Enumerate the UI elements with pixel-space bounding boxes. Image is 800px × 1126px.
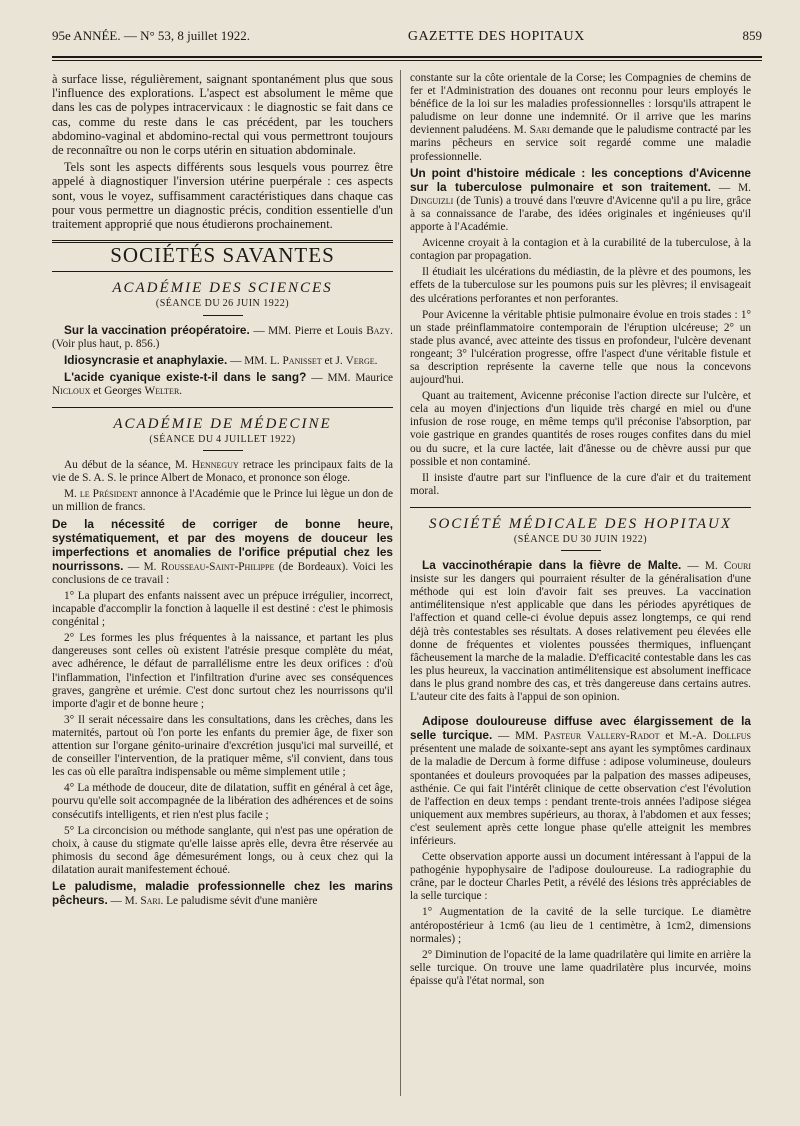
societe-item-2: 2° Diminution de l'opacité de la lame quadrilatère qui limite en arrière la selle turcique. On trouve une lame quadrilatère plus incurvée, moins épaisse qu'à l'état normal, son [410,948,751,987]
sciences-entry-3: L'acide cyanique existe-t-il dans le sang? — MM. Maurice Nicloux et Georges Welter. [52,369,393,397]
medecine-entry-1: De la nécessité de corriger de bonne heure, systématiquement, et par des moyens de douceur les imperfections et anomalies de l'orifice préputial chez les nourrissons. — M. Rousseau-Saint-Philippe (de Bordeaux). Voici les conclusions de ce travail : [52,516,394,586]
right-column [410,72,751,991]
academy-medecine-title: ACADÉMIE DE MÉDECINE [113,415,332,432]
conclusion-item-3: 3° Il serait nécessaire dans les consultations, dans les crèches, dans les maternités, partout où l'on porte les enfants du premier âge, de fixer son attention sur l'organe génito-urinaire d'excrétion jusqu'ici mal surveillé, et de conseiller l'intervention, de la pratiquer même, s'il convient, dans tous les cas où elle paraîtra indispensable ou même simplement utile ; [52,713,393,779]
medecine-entry-2: Le paludisme, maladie professionnelle chez les marins pêcheurs. — M. Sari. Le paludisme sévit d'une manière [52,878,393,908]
section-rule-bottom [52,271,393,272]
header-page-number: 859 [742,28,762,43]
minor-rule [203,450,243,451]
intro-paragraph-1: à surface lisse, régulièrement, saignant spontanément plus que sous l'influence des explorations. L'aspect est absolument le même que dans les cas de polypes intracervicaux : le diagnostic se fait dans ce cas, comme du reste dans le cas précédent, par les touchers abdomino-vaginal et abdomino-rectal qui vous permettront toujours de reconnaître ou non le corps utérin en situation abdominale. [52,72,393,158]
academy-sciences-title: ACADÉMIE DES SCIENCES [112,280,333,297]
header-issue: 95e ANNÉE. — N° 53, 8 juillet 1922. [52,28,251,43]
academy-medecine-seance: (SÉANCE DU 4 JUILLET 1922) [149,434,296,446]
societe-item-1: 1° Augmentation de la cavité de la selle turcique. Le diamètre antéropostérieur à 1cm6 (au lieu de 1 centimètre, à 1cm2, dimensions normales) ; [410,906,751,945]
sciences-entry-2: Idiosyncrasie et anaphylaxie. — MM. L. Panisset et J. Verge. [64,352,378,367]
conclusion-item-2: 2° Les formes les plus fréquentes à la naissance, et partant les plus dangereuses sont celles où existent l'atrésie presque complète du méat, avec adhérence, le défaut de parrallélisme entre les deux orifices : d'où l'inflammation, l'infection et l'infiltration d'urine avec ses conséquences graves, gangrène et urémie. C'est donc surtout chez les nourrissons qu'il importe d'agir et de bonne heure ; [52,632,393,710]
societe-paragraph: Cette observation apporte aussi un document intéressant à l'appui de la pathogénie hypophysaire de l'adipose douloureuse. La radiographie du crâne, par le docteur Charles Petit, a révélé des lésions très appréciables de la selle turcique : [410,851,751,903]
societe-title: SOCIÉTÉ MÉDICALE DES HOPITAUX [428,515,733,532]
avicenne-entry: Un point d'histoire médicale : les conceptions d'Avicenne sur la tuberculose pulmonaire et son traitement. — M. Dinguizli (de Tunis) a trouvé dans l'œuvre d'Avicenne qu'il a pu lire, grâce à sa connaissance de l'arabe, des idées originales et ingénieuses qu'il apporte à l'Académie. [410,165,751,234]
avicenne-paragraph-3: Pour Avicenne la véritable phtisie pulmonaire évolue en trois stades : 1° un stade préinflammatoire contemporain de l'éruption ulcéreuse; 2° un stade plus avancé, avec atteinte des tissus en profondeur, l'ulcère devenant rongeant; 3° l'ulcération progresse, offre l'aspect d'une véritable fistule et sa description représente la caverne telle que nous la concevons aujourd'hui. [410,308,751,387]
conclusion-item-1: 1° La plupart des enfants naissent avec un prépuce irrégulier, incorrect, incapable d'accomplir la fonction à laquelle il est destiné : c'est le phimosis congénital ; [52,590,393,629]
academy-separator [52,407,393,408]
medecine-paragraph-2: M. le Président annonce à l'Académie que le Prince lui lègue un don de un million de francs. [52,488,393,514]
conclusion-item-4: 4° La méthode de douceur, dite de dilatation, suffit en général à cet âge, pourvu qu'elle soit accompagnée de la libération des adhérences et de soins consécutifs intelligents, et rien n'est plus facile ; [52,782,393,821]
societe-separator [410,507,751,508]
left-column [52,72,393,911]
academy-sciences-seance: (SÉANCE DU 26 JUIN 1922) [155,298,290,310]
societe-entry-1: La vaccinothérapie dans la fièvre de Malte. — M. Couri insiste sur les dangers qui pourraient résulter de la généralisation d'une méthode qui est loin d'avoir fait ses preuves. La vaccination antimélitensique n'est applicable que dans les périodes apyrétiques de l'affection et quand celle-ci évolue depuis assez longtemps, ce qui rend déjà très contestables ses résultats. A doses relativement peu élevées elle donne de fréquentes et violentes poussées thermiques, influençant fâcheusement la marche de la maladie. D'efficacité contestable dans les cas les plus heureux, la vaccination antimélitensique est absolument inefficace dans le plus grand nombre des cas, et très dangereuse dans certains autres. L'auteur cite des faits à l'appui de son opinion. [410,558,751,704]
avicenne-paragraph-5: Il insiste d'autre part sur l'influence de la cure d'air et du traitement moral. [410,471,751,497]
sciences-entry-1: Sur la vaccination préopératoire. — MM. Pierre et Louis Bazy. (Voir plus haut, p. 856.) [52,322,393,350]
intro-paragraph-2: Tels sont les aspects différents sous lesquels vous pourrez être appelé à diagnostiquer l'inversion utérine puerpérale : ces aspects sont, vous le voyez, suffisamment caractéristiques dans chaque cas pour vous permettre un diagnostic précis, condition essentielle d'un traitement approprié que nous étudierons prochainement. [52,160,393,232]
avicenne-paragraph-1: Avicenne croyait à la contagion et à la curabilité de la tuberculose, à la contagion par propagation. [410,237,751,263]
avicenne-paragraph-2: Il étudiait les ulcérations du médiastin, de la plèvre et des poumons, les effets de la tuberculose sur les poumons puis sur les plèvres; il envisageait des ulcérations perforantes et non perforantes. [410,266,751,305]
minor-rule [561,550,601,551]
minor-rule [203,315,243,316]
medecine-paragraph-1: Au début de la séance, M. Henneguy retrace les principaux faits de la vie de S. A. S. le prince Albert de Monaco, et prononce son éloge. [52,459,393,485]
header-rule-thin [52,60,762,61]
column-divider [400,70,401,1096]
page-header [52,28,762,52]
societe-seance: (SÉANCE DU 30 JUIN 1922) [513,534,648,545]
conclusion-item-5: 5° La circoncision ou méthode sanglante, qui n'est pas une opération de choix, à cause du stigmate qu'elle laisse après elle, devra être réservée au phimosis du second âge démesurément longs, ou à ceux chez qui la dilatation aurait manifestement échoué. [52,824,393,876]
avicenne-paragraph-4: Quant au traitement, Avicenne préconise l'action directe sur l'ulcère, et cela au moyen d'injections d'un liquide très chargé en miel ou d'une infusion de rose rouge, en même temps qu'il préconise l'absorption, par voie gastrique en grandes quantités de roses rouges confites dans du miel ou du sucre, et la cure lactée, lait d'ânesse ou de chèvre aussi pur que possible et non contaminé. [410,390,751,468]
section-title: SOCIÉTÉS SAVANTES [110,243,335,268]
header-rule [52,56,762,58]
continued-paragraph: constante sur la côte orientale de la Corse; les Compagnies de chemins de fer et l'Administration des douanes ont reconnu pour leurs employés le bénéfice de la loi sur les maladies professionnelles : lorsqu'ils attrapent le paludisme on leur donne une indemnité. Or il arrive que les marins deviennent paludéens. M. Sari demande que le paludisme contracté par les marins pêcheurs en service soit regardé comme une maladie professionnelle. [410,72,752,163]
header-title: GAZETTE DES HOPITAUX [407,29,585,44]
societe-entry-2: Adipose douloureuse diffuse avec élargissement de la selle turcique. — MM. Pasteur Vallery-Radot et M.-A. Dollfus présentent une malade de soixante-sept ans ayant les symptômes cardinaux de la maladie de Dercum à forme diffuse : adipose volumineuse, douleurs spontanées et douleurs provoquées par la palpation des masses adipeuses, asthénie. Ce qui fait l'intérêt clinique de cette observation c'est l'évolution de l'affection en deux temps : pendant trente-trois années l'adipose siégea uniquement aux membres supérieurs, au thorax, à l'abdomen et aux fesses; c'est seulement après cette longue phase qu'elle atteignit les membres inférieurs. [410,714,751,847]
